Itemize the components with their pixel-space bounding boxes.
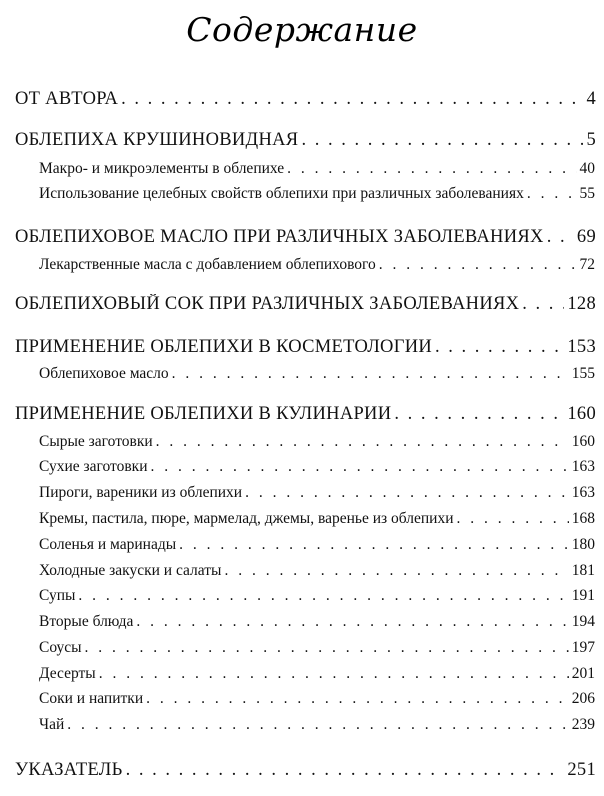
toc-subsection[interactable] — [39, 536, 595, 554]
toc-page-number: 163 — [571, 458, 595, 475]
toc-section-label: ПРИМЕНЕНИЕ ОБЛЕПИХИ В КУЛИНАРИИ — [15, 404, 392, 424]
dot-leader — [547, 227, 574, 248]
dot-leader — [78, 587, 568, 605]
toc-subsection-label: Холодные закуски и салаты — [39, 562, 222, 579]
toc-section[interactable] — [15, 130, 596, 151]
toc-subsection[interactable] — [39, 562, 595, 580]
toc-subsection-label: Облепиховое масло — [39, 365, 169, 382]
dot-leader — [379, 256, 577, 274]
toc-page-number: 72 — [579, 256, 595, 273]
dot-leader — [301, 130, 583, 151]
toc-subsection[interactable] — [39, 458, 595, 476]
dot-leader — [435, 337, 564, 358]
toc-section[interactable] — [15, 337, 596, 358]
toc-page-number: 40 — [579, 160, 595, 177]
toc-page-number: 201 — [571, 665, 595, 682]
toc-section-label: ОБЛЕПИХА КРУШИНОВИДНАЯ — [15, 130, 299, 150]
toc-page-number: 168 — [571, 510, 595, 527]
dot-leader — [179, 536, 569, 554]
toc-section-label: ОБЛЕПИХОВЫЙ СОК ПРИ РАЗЛИЧНЫХ ЗАБОЛЕВАНИЯХ — [15, 294, 520, 314]
toc-subsection-label: Соусы — [39, 639, 82, 656]
toc-page-number: 160 — [571, 433, 595, 450]
toc-page-number: 5 — [586, 130, 596, 150]
toc-subsection[interactable] — [39, 613, 595, 631]
dot-leader — [394, 404, 564, 425]
toc-section[interactable] — [15, 89, 596, 110]
dot-leader — [146, 690, 569, 708]
toc-subsection[interactable] — [39, 690, 595, 708]
toc-page-number: 251 — [567, 760, 596, 780]
toc-page-number: 194 — [571, 613, 595, 630]
toc-page-number: 181 — [571, 562, 595, 579]
toc-subsection-label: Вторые блюда — [39, 613, 134, 630]
dot-leader — [99, 665, 569, 683]
dot-leader — [126, 760, 565, 781]
toc-section[interactable] — [15, 227, 596, 248]
dot-leader — [287, 160, 576, 178]
toc-subsection-label: Чай — [39, 716, 65, 733]
toc-subsection[interactable] — [39, 160, 595, 178]
toc-subsection-label: Пироги, вареники из облепихи — [39, 484, 243, 501]
toc-section[interactable] — [15, 760, 596, 781]
toc-page-number: 180 — [571, 536, 595, 553]
toc-section-label: ОБЛЕПИХОВОЕ МАСЛО ПРИ РАЗЛИЧНЫХ ЗАБОЛЕВАНИЯХ — [15, 227, 544, 247]
toc-section[interactable] — [15, 294, 596, 315]
toc-page-number: 153 — [567, 337, 596, 357]
dot-leader — [457, 510, 569, 528]
toc-subsection-label: Макро- и микроэлементы в облепихе — [39, 160, 285, 177]
toc-subsection-label: Кремы, пастила, пюре, мармелад, джемы, варенье из облепихи — [39, 510, 454, 527]
toc-section[interactable] — [15, 404, 596, 425]
dot-leader — [85, 639, 569, 657]
toc-subsection-label: Соки и напитки — [39, 690, 144, 707]
toc-subsection[interactable] — [39, 365, 595, 383]
toc-section-label: ОТ АВТОРА — [15, 89, 119, 109]
page-title: Содержание — [186, 10, 418, 49]
dot-leader — [121, 89, 583, 110]
toc-subsection[interactable] — [39, 665, 595, 683]
toc-subsection-label: Использование целебных свойств облепихи при различных заболеваниях — [39, 185, 524, 202]
toc-subsection[interactable] — [39, 510, 595, 528]
toc-page-number: 55 — [579, 185, 595, 202]
dot-leader — [245, 484, 569, 502]
toc-subsection-label: Лекарственные масла с добавлением облепихового — [39, 256, 376, 273]
toc-subsection[interactable] — [39, 587, 595, 605]
toc-section-label: ПРИМЕНЕНИЕ ОБЛЕПИХИ В КОСМЕТОЛОГИИ — [15, 337, 433, 357]
toc-page-number: 197 — [571, 639, 595, 656]
dot-leader — [67, 716, 569, 734]
toc-subsection-label: Сухие заготовки — [39, 458, 148, 475]
dot-leader — [224, 562, 568, 580]
toc-page-number: 160 — [567, 404, 596, 424]
dot-leader — [172, 365, 569, 383]
toc-page-number: 206 — [571, 690, 595, 707]
toc-subsection[interactable] — [39, 433, 595, 451]
toc-subsection[interactable] — [39, 256, 595, 274]
dot-leader — [151, 458, 569, 476]
toc-subsection[interactable] — [39, 639, 595, 657]
dot-leader — [527, 185, 577, 203]
toc-section-label: УКАЗАТЕЛЬ — [15, 760, 123, 780]
toc-page-number: 69 — [576, 227, 596, 247]
toc-page-number: 239 — [571, 716, 595, 733]
toc-page-number: 163 — [571, 484, 595, 501]
toc-page-number: 155 — [571, 365, 595, 382]
toc-subsection[interactable] — [39, 185, 595, 203]
toc-subsection[interactable] — [39, 484, 595, 502]
dot-leader — [136, 613, 568, 631]
toc-page-number: 128 — [567, 294, 596, 314]
dot-leader — [156, 433, 569, 451]
toc-subsection[interactable] — [39, 716, 595, 734]
toc-page-number: 4 — [586, 89, 596, 109]
dot-leader — [522, 294, 564, 315]
toc-subsection-label: Десерты — [39, 665, 96, 682]
toc-page-number: 191 — [571, 587, 595, 604]
toc-subsection-label: Супы — [39, 587, 76, 604]
toc-subsection-label: Сырые заготовки — [39, 433, 153, 450]
toc-subsection-label: Соленья и маринады — [39, 536, 177, 553]
